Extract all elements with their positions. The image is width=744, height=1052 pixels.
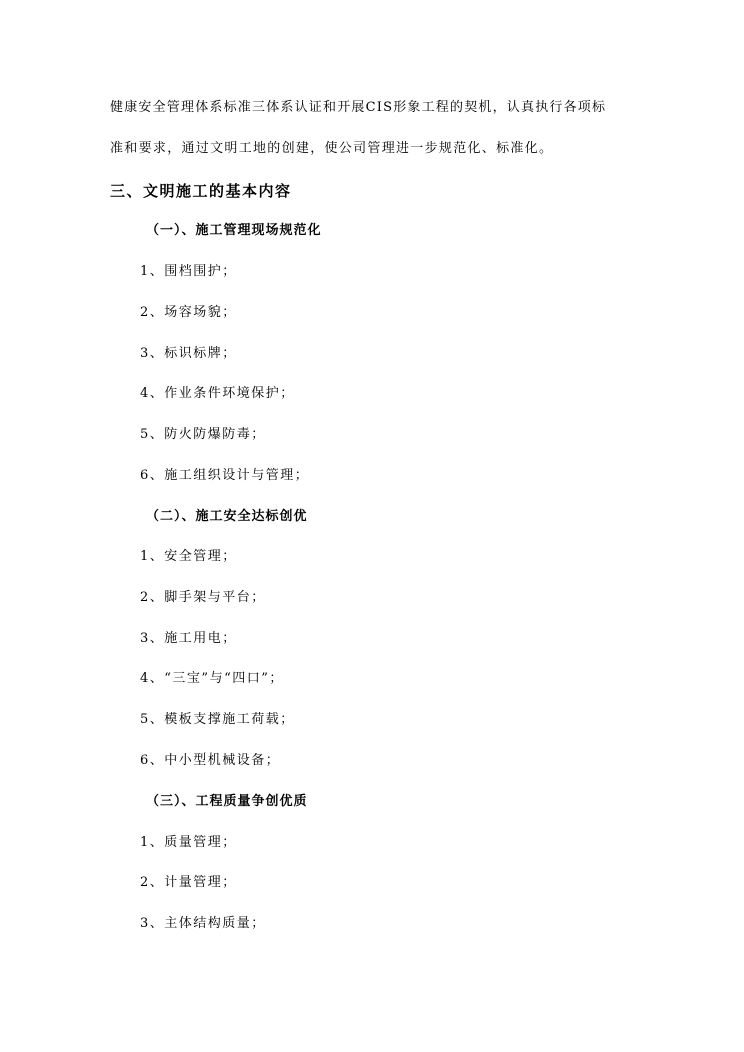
list-item: 3、标识标牌； bbox=[140, 346, 237, 361]
intro-paragraph-line-2: 准和要求，通过文明工地的创建，使公司管理进一步规范化、标准化。 bbox=[110, 141, 554, 156]
list-item: 3、主体结构质量； bbox=[140, 916, 266, 931]
list-item: 4、作业条件环境保护； bbox=[140, 386, 295, 401]
list-item: 6、施工组织设计与管理； bbox=[140, 468, 310, 483]
list-item: 3、施工用电； bbox=[140, 631, 237, 646]
list-item: 1、围档围护； bbox=[140, 264, 237, 279]
list-item: 2、场容场貌； bbox=[140, 305, 237, 320]
list-item: 1、安全管理； bbox=[140, 549, 237, 564]
list-item: 5、防火防爆防毒； bbox=[140, 427, 266, 442]
list-item: 2、脚手架与平台； bbox=[140, 590, 266, 605]
list-item: 5、模板支撑施工荷载； bbox=[140, 712, 295, 727]
list-item: 2、计量管理； bbox=[140, 875, 237, 890]
subsection-heading-2: （二）、施工安全达标创优 bbox=[146, 509, 308, 524]
list-item: 6、中小型机械设备； bbox=[140, 753, 281, 768]
subsection-heading-1: （一）、施工管理现场规范化 bbox=[146, 223, 322, 238]
list-item: 1、质量管理； bbox=[140, 835, 237, 850]
intro-paragraph-line-1: 健康安全管理体系标准三体系认证和开展CIS形象工程的契机，认真执行各项标 bbox=[110, 100, 607, 115]
list-item: 4、“三宝”与“四口”； bbox=[140, 671, 284, 686]
section-heading: 三、文明施工的基本内容 bbox=[110, 182, 292, 200]
subsection-heading-3: （三）、工程质量争创优质 bbox=[146, 794, 308, 809]
